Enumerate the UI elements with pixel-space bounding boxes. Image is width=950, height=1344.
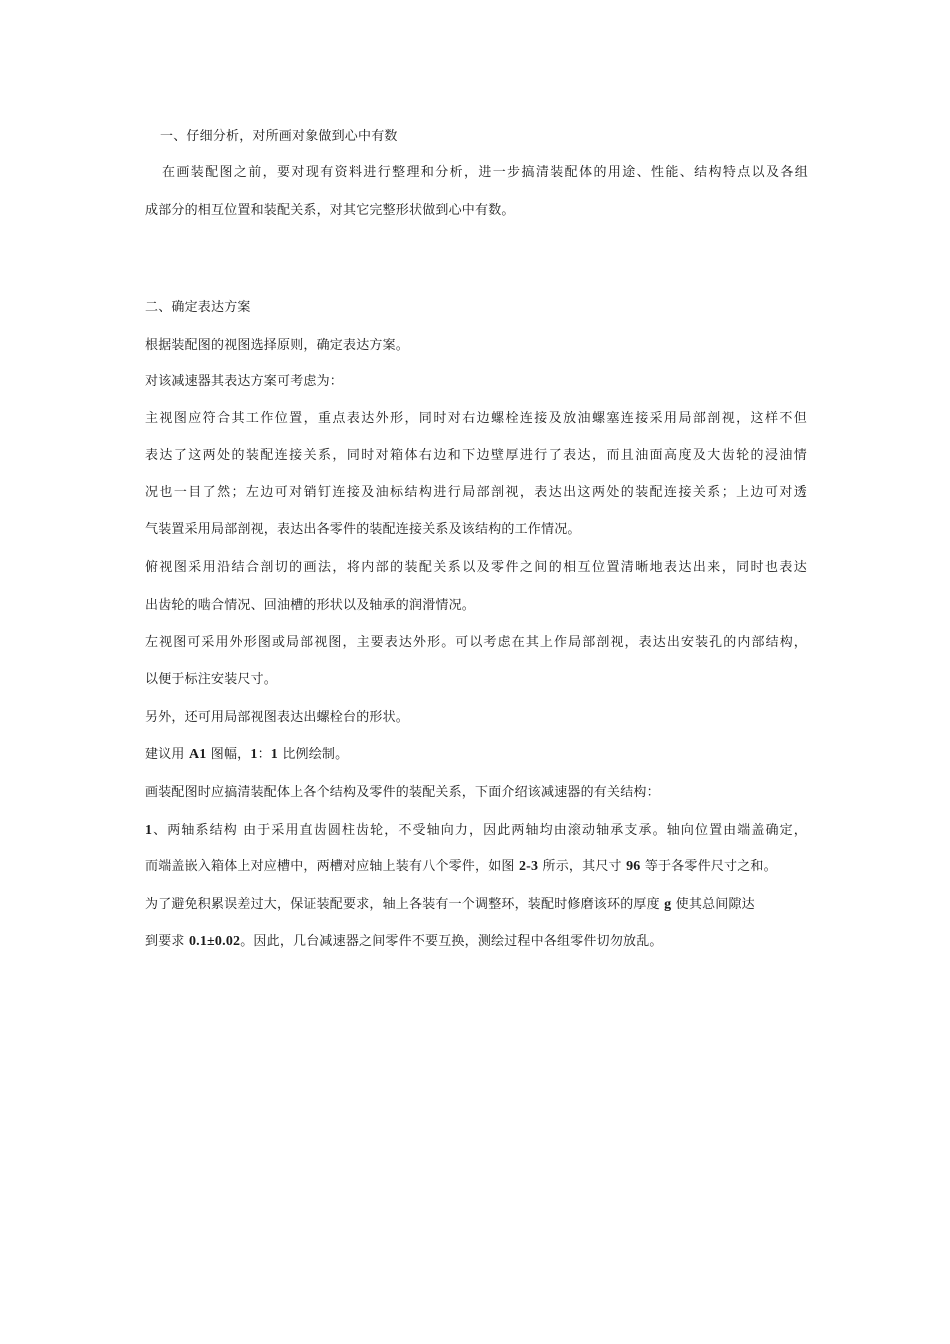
suggestion-paragraph	[145, 746, 348, 764]
scale-ratio-1: 1	[250, 747, 258, 762]
section2-paragraph-principle: 根据装配图的视图选择原则，确定表达方案。	[145, 338, 410, 353]
suggestion-suffix: 比例绘制。	[278, 747, 349, 762]
item1-line2	[145, 858, 777, 876]
section1-heading: 一、仔细分析，对所画对象做到心中有数	[160, 129, 398, 144]
item1-number: 1	[145, 823, 153, 838]
item1-line2-prefix: 而端盖嵌入箱体上对应槽中，两槽对应轴上装有八个零件，如图	[145, 859, 519, 874]
item1-line3-suffix: 使其总间隙达	[671, 897, 755, 912]
item1-line2-suffix: 等于各零件尺寸之和。	[640, 859, 777, 874]
left-view-line2: 以便于标注安装尺寸。	[145, 672, 278, 687]
item1-line1-text: 、两轴系结构 由于采用直齿圆柱齿轮，不受轴向力，因此两轴均由滚动轴承支承。轴向位置由端盖确定，	[152, 823, 807, 838]
dimension-value: 96	[626, 859, 641, 874]
item1-line3	[145, 896, 755, 914]
main-view-line4: 气装置采用局部剖视，表达出各零件的装配连接关系及该结构的工作情况。	[145, 522, 581, 537]
item1-line2-mid: 所示，其尺寸	[538, 859, 627, 874]
item1-line4-prefix: 到要求	[145, 934, 189, 949]
item1-line1	[145, 822, 807, 840]
section1-paragraph-line1: 在画装配图之前，要对现有资料进行整理和分析，进一步搞清装配体的用途、性能、结构特点以及各组	[162, 165, 808, 180]
main-view-line2: 表达了这两处的装配连接关系，同时对箱体右边和下边壁厚进行了表达，而且油面高度及大齿轮的浸油情	[145, 448, 807, 463]
sheet-size: A1	[188, 747, 207, 762]
clearance-value: 0.1±0.02	[188, 934, 241, 949]
suggestion-mid: 图幅，	[206, 747, 251, 762]
scale-colon: ：	[257, 747, 271, 762]
scale-ratio-2: 1	[270, 747, 278, 762]
section1-paragraph-line2: 成部分的相互位置和装配关系，对其它完整形状做到心中有数。	[145, 203, 515, 218]
other-view-paragraph: 另外，还可用局部视图表达出螺栓台的形状。	[145, 710, 410, 725]
top-view-line2: 出齿轮的啮合情况、回油槽的形状以及轴承的润滑情况。	[145, 598, 476, 613]
section2-paragraph-scheme: 对该减速器其表达方案可考虑为：	[145, 374, 344, 389]
item1-line4	[145, 933, 663, 951]
suggestion-prefix: 建议用	[145, 747, 189, 762]
top-view-line1: 俯视图采用沿结合剖切的画法，将内部的装配关系以及零件之间的相互位置清晰地表达出来，同时也表达	[145, 560, 807, 575]
ring-thickness-symbol: g	[664, 897, 672, 912]
item1-line4-suffix: 。因此，几台减速器之间零件不要互换，测绘过程中各组零件切勿放乱。	[240, 934, 663, 949]
section2-heading: 二、确定表达方案	[145, 300, 251, 315]
item1-line3-prefix: 为了避免积累误差过大，保证装配要求，轴上各装有一个调整环，装配时修磨该环的厚度	[145, 897, 665, 912]
left-view-line1: 左视图可采用外形图或局部视图，主要表达外形。可以考虑在其上作局部剖视，表达出安装孔的内部结构，	[145, 635, 807, 650]
intro-paragraph: 画装配图时应搞清装配体上各个结构及零件的装配关系，下面介绍该减速器的有关结构：	[145, 785, 660, 800]
main-view-line1: 主视图应符合其工作位置，重点表达外形，同时对右边螺栓连接及放油螺塞连接采用局部剖视，这样不但	[145, 411, 807, 426]
figure-reference: 2-3	[518, 859, 539, 874]
main-view-line3: 况也一目了然；左边可对销钉连接及油标结构进行局部剖视，表达出这两处的装配连接关系；上边可对透	[145, 485, 807, 500]
